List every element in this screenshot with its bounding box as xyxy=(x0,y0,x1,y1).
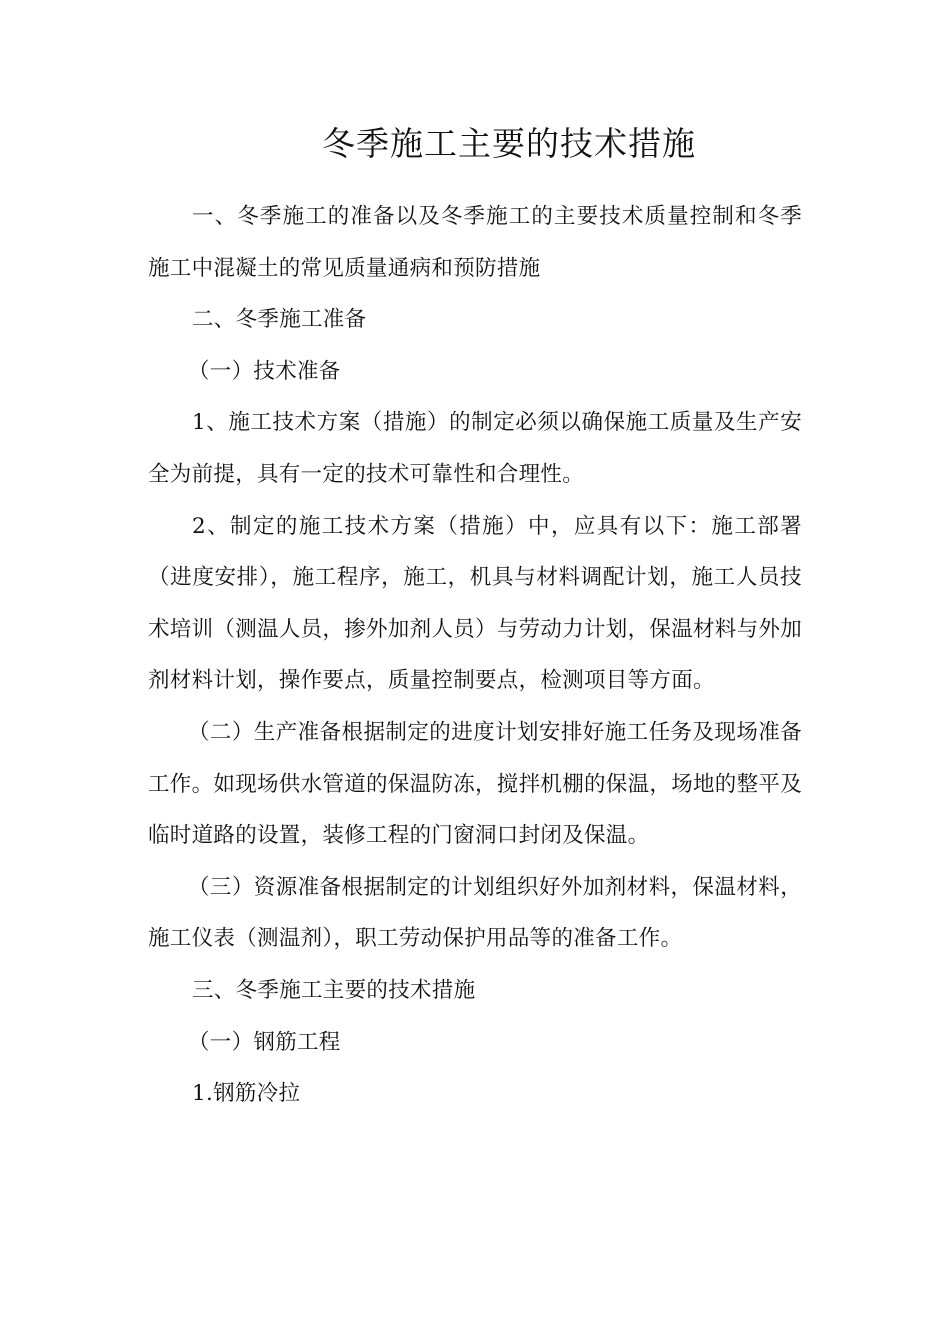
document-title: 冬季施工主要的技术措施 xyxy=(322,124,696,163)
paragraph-production-prep: （二）生产准备根据制定的进度计划安排好施工任务及现场准备工作。如现场供水管道的保温防冻，搅拌机棚的保温，场地的整平及临时道路的设置，装修工程的门窗洞口封闭及保温。 xyxy=(148,719,803,849)
paragraph-technical-plan: 1、施工技术方案（措施）的制定必须以确保施工质量及生产安全为前提，具有一定的技术可靠性和合理性。 xyxy=(148,410,802,487)
item-heading-cold-drawing: 1.钢筋冷拉 xyxy=(192,1081,301,1107)
subsection-heading-rebar: （一）钢筋工程 xyxy=(188,1029,341,1055)
section-heading-2: 二、冬季施工准备 xyxy=(192,307,367,333)
paragraph-plan-contents: 2、制定的施工技术方案（措施）中，应具有以下：施工部署（进度安排），施工程序，施工，机具与材料调配计划，施工人员技术培训（测温人员，掺外加剂人员）与劳动力计划，保温材料与外加剂材料计划，操作要点，质量控制要点，检测项目等方面。 xyxy=(148,513,803,694)
section-heading-1: 一、冬季施工的准备以及冬季施工的主要技术质量控制和冬季施工中混凝土的常见质量通病和预防措施 xyxy=(148,204,802,281)
document-body xyxy=(148,191,802,1120)
section-heading-3: 三、冬季施工主要的技术措施 xyxy=(192,977,476,1003)
subsection-heading-technical: （一）技术准备 xyxy=(188,358,341,384)
paragraph-resource-prep: （三）资源准备根据制定的计划组织好外加剂材料，保温材料，施工仪表（测温剂），职工劳动保护用品等的准备工作。 xyxy=(148,874,802,952)
